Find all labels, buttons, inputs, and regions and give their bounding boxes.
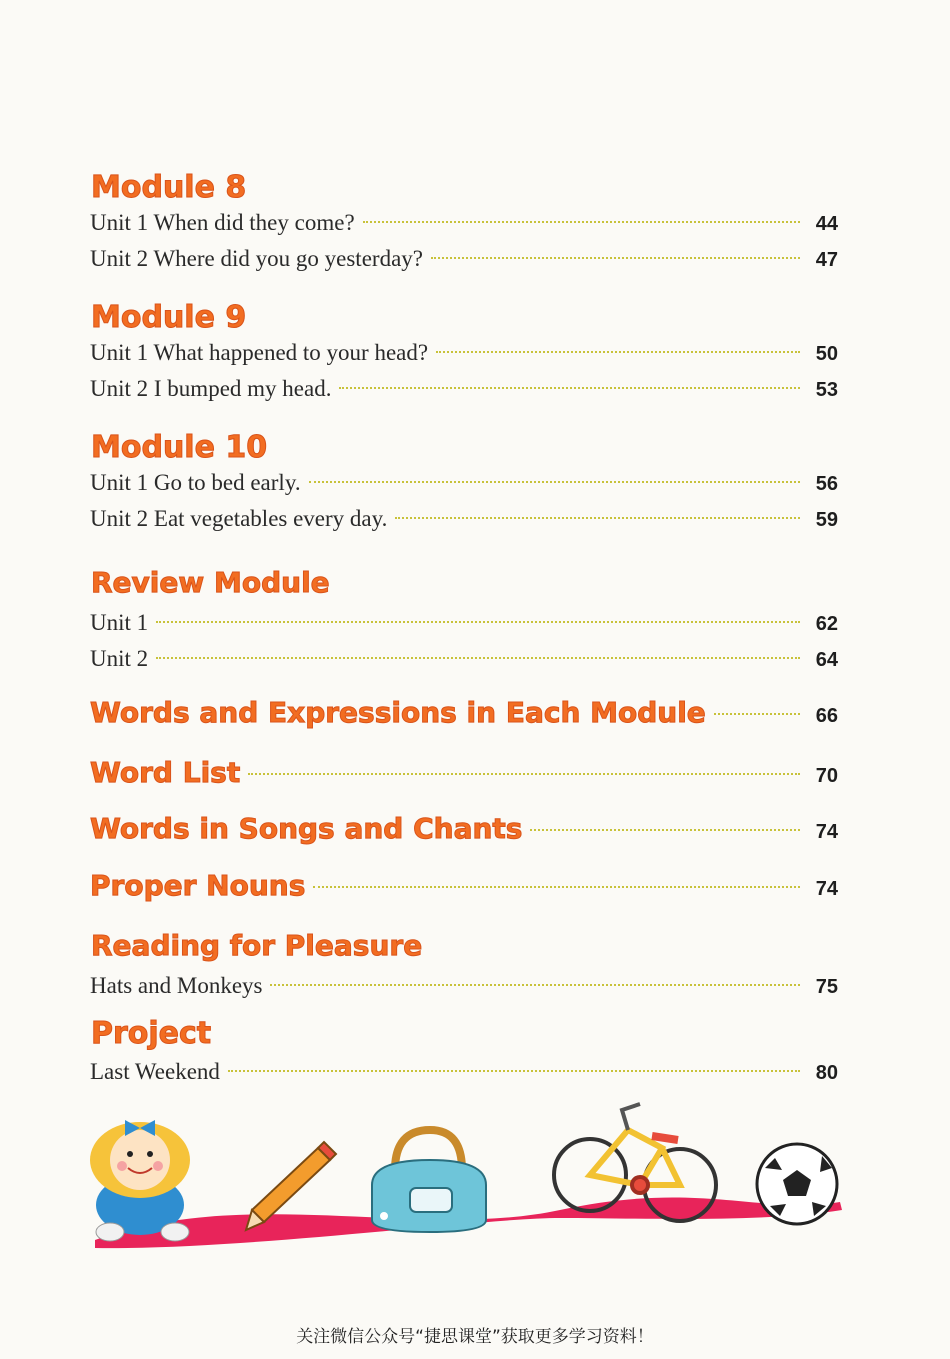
entry-title: Last Weekend xyxy=(90,1059,220,1084)
entry-page: 56 xyxy=(815,473,838,495)
bag-icon xyxy=(372,1130,486,1232)
entry-page: 59 xyxy=(815,509,838,531)
entry-title: Unit 2 Where did you go yesterday? xyxy=(90,246,423,271)
entry-page: 74 xyxy=(815,821,838,843)
entry-title: Unit 1 xyxy=(90,610,149,635)
footer-note: 关注微信公众号“捷思课堂”获取更多学习资料！ xyxy=(296,1327,654,1347)
review-module-heading: Review Module xyxy=(91,566,330,599)
section-title: Words and Expressions in Each Module xyxy=(90,696,706,729)
reading-heading: Reading for Pleasure xyxy=(91,929,423,962)
dot-leader xyxy=(436,351,800,353)
dot-leader xyxy=(313,886,800,888)
dot-leader xyxy=(431,257,800,259)
toc-entry[interactable] xyxy=(90,503,838,535)
entry-title: Unit 2 I bumped my head. xyxy=(90,376,332,401)
entry-page: 53 xyxy=(815,379,838,401)
toc-section-words-expressions[interactable] xyxy=(90,693,838,733)
section-title: Proper Nouns xyxy=(90,869,306,902)
dot-leader xyxy=(270,984,800,986)
dot-leader xyxy=(395,517,800,519)
toc-entry[interactable] xyxy=(90,243,838,275)
entry-title: Unit 1 What happened to your head? xyxy=(90,340,429,365)
entry-page: 44 xyxy=(815,213,838,235)
toc-section-songs-chants[interactable] xyxy=(90,809,838,849)
toc-entry[interactable] xyxy=(90,1056,838,1088)
entry-title: Unit 1 When did they come? xyxy=(90,210,355,235)
dot-leader xyxy=(156,657,800,659)
illustration-strip xyxy=(0,1090,950,1260)
dot-leader xyxy=(363,221,800,223)
toc-entry[interactable] xyxy=(90,607,838,639)
dot-leader xyxy=(530,829,800,831)
module-8-heading: Module 8 xyxy=(91,170,247,205)
module-10-heading: Module 10 xyxy=(91,430,268,465)
dot-leader xyxy=(339,387,800,389)
toc-section-proper-nouns[interactable] xyxy=(90,866,838,906)
project-heading: Project xyxy=(91,1016,212,1051)
dot-leader xyxy=(228,1070,800,1072)
toc-entry[interactable] xyxy=(90,373,838,405)
toc-entry[interactable] xyxy=(90,207,838,239)
entry-page: 66 xyxy=(815,705,838,727)
football-icon xyxy=(757,1144,837,1224)
module-9-heading: Module 9 xyxy=(91,300,247,335)
doll-icon xyxy=(90,1120,190,1241)
toc-entry[interactable] xyxy=(90,467,838,499)
entry-page: 62 xyxy=(815,613,838,635)
toc-section-word-list[interactable] xyxy=(90,753,838,793)
entry-title: Hats and Monkeys xyxy=(90,973,263,998)
entry-page: 47 xyxy=(815,249,838,271)
toc-entry[interactable] xyxy=(90,337,838,369)
toc-entry[interactable] xyxy=(90,643,838,675)
dot-leader xyxy=(248,773,800,775)
entry-page: 70 xyxy=(815,765,838,787)
entry-page: 80 xyxy=(815,1062,838,1084)
toc-entry[interactable] xyxy=(90,970,838,1002)
entry-page: 50 xyxy=(815,343,838,365)
entry-title: Unit 2 xyxy=(90,646,149,671)
dot-leader xyxy=(714,713,800,715)
entry-page: 64 xyxy=(815,649,838,671)
section-title: Word List xyxy=(90,756,241,789)
entry-title: Unit 2 Eat vegetables every day. xyxy=(90,506,388,531)
entry-page: 74 xyxy=(815,878,838,900)
entry-page: 75 xyxy=(815,976,838,998)
dot-leader xyxy=(309,481,800,483)
dot-leader xyxy=(156,621,800,623)
section-title: Words in Songs and Chants xyxy=(90,812,523,845)
entry-title: Unit 1 Go to bed early. xyxy=(90,470,301,495)
